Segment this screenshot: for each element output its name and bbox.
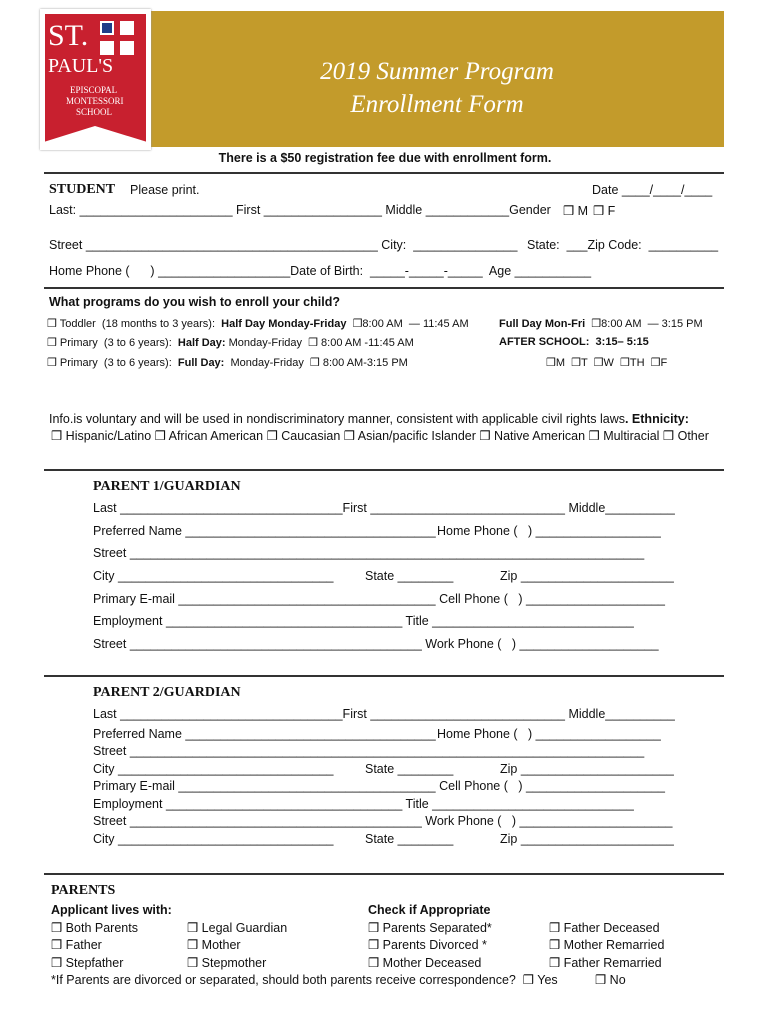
student-address-row[interactable]: Street __________________________________________ City: _______________ [49,238,518,252]
primary-label: ❒ Primary (3 to 6 years): [47,357,178,369]
primary-half-time: Monday-Friday ❒ 8:00 AM -11:45 AM [225,337,414,349]
date-field[interactable]: Date ____/____/____ [592,183,713,197]
primary-half-day-option[interactable] [47,336,414,349]
parent2-city[interactable]: City _______________________________ [93,762,334,776]
toddler-half-day: Half Day Monday-Friday [221,318,347,330]
parents-separated-checkbox[interactable]: ❒ Parents Separated* [368,921,492,935]
parents-heading: PARENTS [51,883,116,898]
after-school-days[interactable]: ❒M ❒T ❒W ❒TH ❒F [546,357,668,369]
form-title-line-1: 2019 Summer Program [320,58,554,85]
toddler-label: ❒ Toddler (18 months to 3 years): [47,318,222,330]
parent2-work-street-phone[interactable]: Street __________________________________________ Work Phone ( ) ______________________ [93,814,673,828]
logo-letters-2: PAUL'S [48,55,114,77]
primary-full-day-option[interactable] [47,356,408,369]
fee-notice: There is a $50 registration fee due with enrollment form. [218,151,552,165]
mother-remarried-checkbox[interactable]: ❒ Mother Remarried [549,938,665,952]
parent1-employment-title[interactable]: Employment __________________________________ Title _____________________________ [93,614,634,628]
toddler-time: ❒8:00 AM — 11:45 AM [346,318,469,330]
mother-deceased-checkbox[interactable]: ❒ Mother Deceased [368,956,482,970]
divider [44,873,724,875]
parent2-work-zip[interactable]: Zip ______________________ [500,832,674,846]
parent1-work-street-phone[interactable]: Street __________________________________________ Work Phone ( ) ____________________ [93,637,659,651]
father-deceased-checkbox[interactable]: ❒ Father Deceased [549,921,660,935]
parent1-preferred-name[interactable]: Preferred Name ____________________________________ [93,524,436,538]
ethnicity-notice-text: Info.is voluntary and will be used in nondiscriminatory manner, consistent with applicable civil rights laws [49,412,625,426]
ethnicity-notice [49,412,689,426]
full-day-option[interactable] [499,317,703,330]
parent2-home-phone[interactable]: Home Phone ( ) __________________ [437,727,661,741]
legal-guardian-checkbox[interactable]: ❒ Legal Guardian [187,921,288,935]
student-name-row[interactable]: Last: ______________________ First _________________ Middle ____________Gender [49,203,551,217]
parent1-zip[interactable]: Zip ______________________ [500,569,674,583]
correspondence-no-checkbox[interactable]: ❒ No [595,973,626,987]
student-state-zip[interactable]: State: ___Zip Code: __________ [527,238,719,252]
parents-divorced-checkbox[interactable]: ❒ Parents Divorced * [368,938,487,952]
parent2-email-cell[interactable]: Primary E-mail _____________________________________ Cell Phone ( ) ____________________ [93,779,665,793]
divider [44,172,724,174]
parent1-heading: PARENT 1/GUARDIAN [93,479,241,494]
parent2-zip[interactable]: Zip ______________________ [500,762,674,776]
father-checkbox[interactable]: ❒ Father [51,938,102,952]
student-phone-dob-row[interactable]: Home Phone ( ) ___________________Date of Birth: _____-_____-_____ Age ___________ [49,264,592,278]
parent2-heading: PARENT 2/GUARDIAN [93,685,241,700]
parent2-street[interactable]: Street __________________________________________________________________________ [93,744,645,758]
divider [44,287,724,289]
divider [44,469,724,471]
father-remarried-checkbox[interactable]: ❒ Father Remarried [549,956,662,970]
parent1-city[interactable]: City _______________________________ [93,569,334,583]
parent1-home-phone[interactable]: Home Phone ( ) __________________ [437,524,661,538]
parent2-work-city[interactable]: City _______________________________ [93,832,334,846]
student-heading: STUDENT [49,182,116,197]
logo-line-3: SCHOOL [76,107,113,117]
gender-female-checkbox[interactable]: ❒ F [593,204,616,218]
stepmother-checkbox[interactable]: ❒ Stepmother [187,956,267,970]
mother-checkbox[interactable]: ❒ Mother [187,938,241,952]
ethnicity-options[interactable]: ❒ Hispanic/Latino ❒ African American ❒ Caucasian ❒ Asian/pacific Islander ❒ Native American ❒ Multiracial ❒ Other [51,429,709,443]
ethnicity-label: . Ethnicity: [624,412,689,426]
primary-full-time: Monday-Friday ❒ 8:00 AM-3:15 PM [224,357,408,369]
check-if-appropriate-label: Check if Appropriate [368,903,491,917]
form-title-line-2: Enrollment Form [350,91,524,118]
both-parents-checkbox[interactable]: ❒ Both Parents [51,921,138,935]
please-print: Please print. [130,183,200,197]
full-day-label: Full Day Mon-Fri [499,318,586,330]
after-school-heading: AFTER SCHOOL: 3:15– 5:15 [499,336,649,348]
full-day-time: ❒8:00 AM — 3:15 PM [585,318,703,330]
correspondence-question-yes[interactable]: *If Parents are divorced or separated, should both parents receive correspondence? ❒ Yes [51,973,558,987]
lives-with-label: Applicant lives with: [51,903,172,917]
parent1-state[interactable]: State ________ [365,569,454,583]
primary-label: ❒ Primary (3 to 6 years): [47,337,178,349]
divider [44,675,724,677]
school-logo [40,9,151,150]
logo-letters: ST. [48,19,89,52]
parent1-street[interactable]: Street __________________________________________________________________________ [93,546,645,560]
full-day-label: Full Day: [177,357,225,369]
logo-line-2: MONTESSORI [66,96,124,106]
programs-question: What programs do you wish to enroll your child? [49,295,340,309]
toddler-option[interactable] [47,317,469,330]
parent2-employment-title[interactable]: Employment __________________________________ Title _____________________________ [93,797,634,811]
parent1-name-row[interactable]: Last ________________________________First ____________________________ Middle__________ [93,501,675,515]
parent2-work-state[interactable]: State ________ [365,832,454,846]
gender-male-checkbox[interactable]: ❒ M [563,204,589,218]
half-day-label: Half Day: [177,337,226,349]
logo-line-1: EPISCOPAL [70,85,118,95]
stepfather-checkbox[interactable]: ❒ Stepfather [51,956,124,970]
parent1-email-cell[interactable]: Primary E-mail _____________________________________ Cell Phone ( ) ____________________ [93,592,665,606]
parent2-preferred-name[interactable]: Preferred Name ____________________________________ [93,727,436,741]
parent2-state[interactable]: State ________ [365,762,454,776]
parent2-name-row[interactable]: Last ________________________________First ____________________________ Middle__________ [93,707,675,721]
